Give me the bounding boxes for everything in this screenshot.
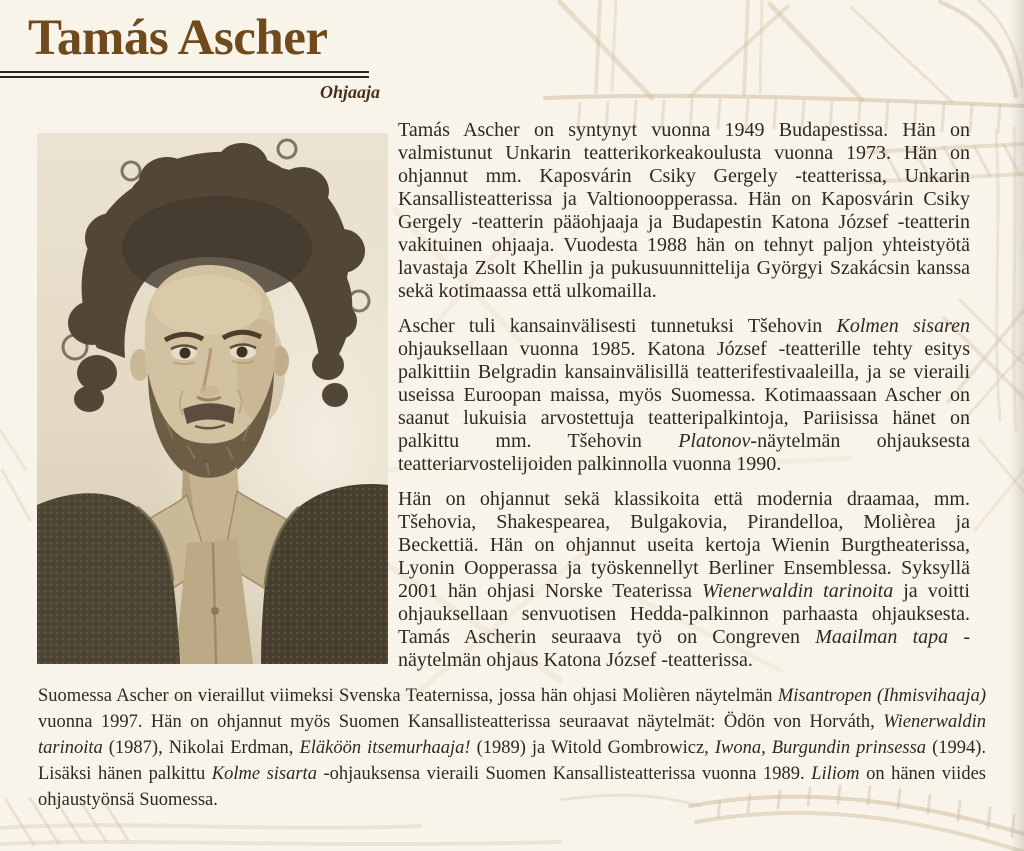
scan-page-edge	[1010, 0, 1024, 851]
page-subtitle: Ohjaaja	[319, 82, 380, 102]
play-title: Wienerwaldin tarinoita	[702, 580, 894, 602]
play-title: Kolme sisarta	[211, 764, 317, 784]
text-segment: Suomessa Ascher on vieraillut viimeksi Svenska Teaternissa, jossa hän ohjasi Molièren näytelmän	[38, 686, 778, 706]
bio-paragraph	[398, 488, 970, 672]
play-title: Platonov	[678, 430, 751, 452]
bio-paragraph	[38, 683, 986, 813]
play-title: Kolmen sisaren	[836, 315, 970, 337]
text-segment: -näytelmän ohjaus Katona József -teatterissa.	[398, 626, 970, 671]
play-title: Liliom	[811, 764, 860, 784]
bio-paragraph	[398, 315, 970, 476]
text-segment: on hänen viides ohjaustyönsä Suomessa.	[38, 764, 986, 810]
text-segment: (1994). Lisäksi hänen palkittu	[38, 738, 987, 784]
portrait-photo	[37, 133, 388, 664]
text-segment: -ohjauksensa vieraili Suomen Kansallisteatterissa vuonna 1989.	[316, 764, 812, 784]
text-segment: Tamás Ascher on syntynyt vuonna 1949 Budapestissa. Hän on valmistunut Unkarin teatterikorkeakoulusta vuonna 1973. Hän on ohjannut mm. Kaposvárin Csiky Gergely -teatterissa, Unkarin Kansallisteatterissa ja Valtionoopperassa. Hän on Kaposvárin Csiky Gergely -teatterin pääohjaaja ja Budapestin Katona József -teatterin vakituinen ohjaaja. Vuodesta 1988 hän on tehnyt paljon yhteistyötä lavastaja Zsolt Khellin ja pukusuunnittelija Györgyi Szakácsin kanssa sekä kotimaassa että ulkomailla.	[398, 119, 970, 302]
bio-paragraph	[398, 119, 970, 303]
text-segment: vuonna 1997. Hän on ohjannut myös Suomen Kansallisteatterissa seuraavat näytelmät: Ödön von Horváth,	[38, 712, 884, 732]
text-segment: (1989) ja Witold Gombrowicz,	[470, 738, 715, 758]
play-title: Iwona, Burgundin prinsessa	[714, 738, 927, 758]
title-rule	[0, 71, 369, 78]
page-title: Tamás Ascher	[28, 10, 328, 66]
bio-text-full-width	[38, 683, 986, 813]
portrait-photo-image	[37, 133, 388, 664]
text-segment: ohjauksellaan vuonna 1985. Katona József -teatterille tehty esitys palkittiin Belgradin kansainvälisillä teatterifestivaaleilla, ja se vieraili useissa Euroopan maissa, myös Suomessa. Kotimaassaan Ascher on saanut lukuisia arvostettuja teatteripalkintoja, Pariisissa hänet on palkittu mm. Tšehovin	[398, 338, 970, 452]
text-segment: Ascher tuli kansainvälisesti tunnetuksi Tšehovin	[398, 315, 837, 337]
bio-text-column	[398, 119, 970, 684]
text-segment: Hän on ohjannut sekä klassikoita että modernia draamaa, mm. Tšehovia, Shakespearea, Bulgakovia, Pirandelloa, Molièrea ja Beckettiä. Hän on ohjannut useita kertoja Wienin Burgtheaterissa, Lyonin Oopperassa ja työskennellyt Berliner Ensemblessa. Syksyllä 2001 hän ohjasi Norske Teaterissa	[398, 488, 970, 602]
play-title: Eläköön itsemurhaaja!	[299, 738, 471, 758]
text-segment: ja voitti ohjauksellaan senvuotisen Hedda-palkinnon parhaasta ohjauksesta. Tamás Ascherin seuraava työ on Congreven	[398, 580, 970, 648]
play-title: Misantropen (Ihmisvihaaja)	[777, 686, 986, 706]
play-title: Wienerwaldin tarinoita	[38, 712, 986, 758]
text-segment: -näytelmän ohjauksesta teatteriarvostelijoiden palkinnolla vuonna 1990.	[398, 430, 970, 475]
text-segment: (1987), Nikolai Erdman,	[102, 738, 300, 758]
play-title: Maailman tapa	[815, 626, 949, 648]
